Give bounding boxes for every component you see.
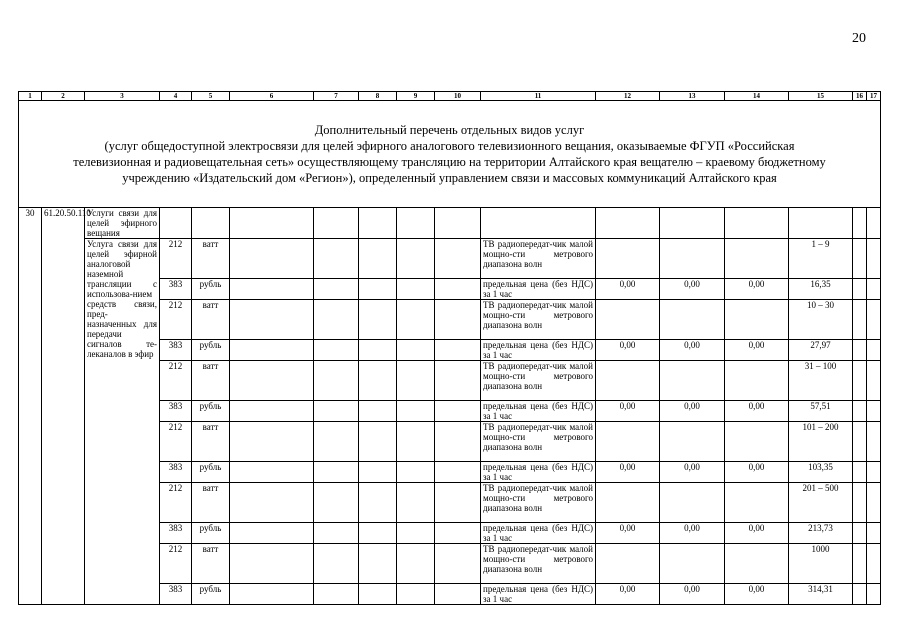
empty-cell [435,401,481,422]
unit-cell: рубль [192,279,230,300]
empty-cell [435,340,481,361]
description-cell: ТВ радиопередат-чик малой мощно-сти метрового диапазона волн [481,300,596,340]
col-header: 12 [596,92,660,101]
empty-cell [435,300,481,340]
value-cell-15: 101 – 200 [789,422,853,462]
value-cell-13: 0,00 [660,462,725,483]
col-header: 4 [160,92,192,101]
col-header: 7 [314,92,359,101]
value-cell-12 [596,483,660,523]
unit-cell: рубль [192,584,230,605]
empty-cell [359,483,397,523]
row-number: 30 [19,208,42,605]
col-header: 2 [42,92,85,101]
description-cell: предельная цена (без НДС) за 1 час [481,584,596,605]
col-header: 11 [481,92,596,101]
empty-cell [867,401,881,422]
unit-code-cell: 212 [160,300,192,340]
empty-cell [853,544,867,584]
col-header: 13 [660,92,725,101]
section-title-row [19,101,881,208]
description-cell: предельная цена (без НДС) за 1 час [481,279,596,300]
empty-cell [314,239,359,279]
table-row [19,239,881,279]
empty-cell [853,239,867,279]
value-cell-15: 1 – 9 [789,239,853,279]
empty-cell [435,239,481,279]
empty-cell [397,544,435,584]
value-cell-15: 10 – 30 [789,300,853,340]
description-cell: предельная цена (без НДС) за 1 час [481,340,596,361]
col-header: 15 [789,92,853,101]
empty-cell [435,462,481,483]
empty-cell [314,401,359,422]
empty-cell [314,523,359,544]
empty-cell [359,401,397,422]
value-cell-15: 31 – 100 [789,361,853,401]
empty-cell [230,523,314,544]
empty-cell [230,584,314,605]
value-cell-13: 0,00 [660,523,725,544]
value-cell-15: 57,51 [789,401,853,422]
empty-cell [359,523,397,544]
empty-cell [397,300,435,340]
value-cell-14: 0,00 [725,523,789,544]
value-cell-15: 16,35 [789,279,853,300]
group-row [19,208,881,239]
empty-cell [359,340,397,361]
unit-code-cell: 383 [160,340,192,361]
empty-cell [853,300,867,340]
empty-cell [435,279,481,300]
empty-cell [397,340,435,361]
value-cell-13 [660,361,725,401]
empty-cell [867,422,881,462]
value-cell-13: 0,00 [660,584,725,605]
value-cell-12: 0,00 [596,279,660,300]
description-cell: ТВ радиопередат-чик малой мощно-сти метрового диапазона волн [481,361,596,401]
col-header: 8 [359,92,397,101]
group-name: Услуги связи для целей эфирного вещания [85,208,160,239]
unit-cell: рубль [192,462,230,483]
empty-cell [435,483,481,523]
title-line: телевизионная и радиовещательная сеть» осуществляющему трансляцию на территории Алтайского края вещателю – краевому бюджетному [73,155,826,169]
empty-cell [230,239,314,279]
unit-code-cell: 212 [160,544,192,584]
unit-code-cell: 212 [160,483,192,523]
empty-cell [397,584,435,605]
value-cell-14: 0,00 [725,401,789,422]
unit-cell: рубль [192,523,230,544]
empty-cell [867,584,881,605]
empty-cell [314,584,359,605]
empty-cell [397,279,435,300]
value-cell-15: 103,35 [789,462,853,483]
value-cell-14: 0,00 [725,462,789,483]
col-header: 3 [85,92,160,101]
empty-cell [359,584,397,605]
empty-cell [230,422,314,462]
unit-cell: ватт [192,483,230,523]
empty-cell [230,483,314,523]
empty-cell [359,300,397,340]
empty-cell [397,401,435,422]
unit-code-cell: 383 [160,523,192,544]
value-cell-15: 213,73 [789,523,853,544]
empty-cell [867,483,881,523]
empty-cell [314,279,359,300]
value-cell-14: 0,00 [725,279,789,300]
unit-cell: ватт [192,300,230,340]
empty-cell [230,340,314,361]
unit-cell: ватт [192,422,230,462]
description-cell: предельная цена (без НДС) за 1 час [481,401,596,422]
col-header: 16 [853,92,867,101]
value-cell-13 [660,239,725,279]
empty-cell [435,422,481,462]
value-cell-12: 0,00 [596,401,660,422]
unit-code-cell: 212 [160,239,192,279]
value-cell-15: 201 – 500 [789,483,853,523]
empty-cell [867,523,881,544]
description-cell: ТВ радиопередат-чик малой мощно-сти метрового диапазона волн [481,422,596,462]
col-header: 14 [725,92,789,101]
service-name: Услуга связи для целей эфирной аналоговой наземной трансляции с использова-нием средств связи, пред-назначенных для передачи сигналов те-леканалов в эфир [85,239,160,605]
unit-code-cell: 383 [160,462,192,483]
empty-cell [314,462,359,483]
value-cell-13: 0,00 [660,401,725,422]
empty-cell [867,300,881,340]
value-cell-13: 0,00 [660,340,725,361]
description-cell: предельная цена (без НДС) за 1 час [481,523,596,544]
value-cell-14 [725,239,789,279]
value-cell-14 [725,300,789,340]
col-header: 17 [867,92,881,101]
empty-cell [435,523,481,544]
empty-cell [397,483,435,523]
empty-cell [853,483,867,523]
unit-code-cell: 383 [160,584,192,605]
section-title [19,101,881,208]
value-cell-13 [660,300,725,340]
title-line: учреждению «Издательский дом «Регион»), определенный управлением связи и массовых коммуникаций Алтайского края [122,171,777,185]
value-cell-12: 0,00 [596,584,660,605]
unit-cell: ватт [192,544,230,584]
empty-cell [314,483,359,523]
unit-code-cell: 383 [160,279,192,300]
empty-cell [314,361,359,401]
empty-cell [867,361,881,401]
empty-cell [359,544,397,584]
empty-cell [853,401,867,422]
empty-cell [853,361,867,401]
unit-code-cell: 212 [160,361,192,401]
value-cell-13: 0,00 [660,279,725,300]
value-cell-14: 0,00 [725,340,789,361]
empty-cell [314,300,359,340]
col-header: 1 [19,92,42,101]
unit-code-cell: 212 [160,422,192,462]
col-header: 6 [230,92,314,101]
empty-cell [435,544,481,584]
value-cell-13 [660,422,725,462]
value-cell-12: 0,00 [596,340,660,361]
empty-cell [435,361,481,401]
column-number-row [19,92,881,101]
service-code: 61.20.50.110 [42,208,85,605]
value-cell-14 [725,361,789,401]
empty-cell [867,462,881,483]
value-cell-13 [660,544,725,584]
empty-cell [867,340,881,361]
empty-cell [397,523,435,544]
unit-code-cell: 383 [160,401,192,422]
empty-cell [853,584,867,605]
title-line: (услуг общедоступной электросвязи для целей эфирного аналогового телевизионного вещания, оказываемые ФГУП «Российская [104,139,795,153]
empty-cell [230,462,314,483]
services-table [18,91,881,605]
empty-cell [397,361,435,401]
empty-cell [359,361,397,401]
value-cell-12: 0,00 [596,523,660,544]
empty-cell [314,422,359,462]
empty-cell [397,422,435,462]
value-cell-12 [596,544,660,584]
unit-cell: ватт [192,239,230,279]
empty-cell [359,462,397,483]
value-cell-12 [596,422,660,462]
value-cell-14 [725,544,789,584]
empty-cell [853,422,867,462]
empty-cell [230,544,314,584]
value-cell-13 [660,483,725,523]
value-cell-12: 0,00 [596,462,660,483]
empty-cell [853,462,867,483]
empty-cell [359,279,397,300]
description-cell: ТВ радиопередат-чик малой мощно-сти метрового диапазона волн [481,483,596,523]
value-cell-15: 314,31 [789,584,853,605]
empty-cell [853,523,867,544]
description-cell: ТВ радиопередат-чик малой мощно-сти метрового диапазона волн [481,239,596,279]
empty-cell [867,239,881,279]
value-cell-15: 1000 [789,544,853,584]
value-cell-12 [596,239,660,279]
empty-cell [853,279,867,300]
empty-cell [397,462,435,483]
empty-cell [230,361,314,401]
empty-cell [230,401,314,422]
value-cell-12 [596,361,660,401]
empty-cell [359,239,397,279]
value-cell-12 [596,300,660,340]
empty-cell [867,544,881,584]
empty-cell [397,239,435,279]
description-cell: предельная цена (без НДС) за 1 час [481,462,596,483]
value-cell-14 [725,422,789,462]
empty-cell [853,340,867,361]
unit-cell: рубль [192,401,230,422]
empty-cell [314,340,359,361]
empty-cell [359,422,397,462]
empty-cell [230,300,314,340]
col-header: 10 [435,92,481,101]
col-header: 5 [192,92,230,101]
empty-cell [435,584,481,605]
page-number: 20 [852,31,866,46]
empty-cell [867,279,881,300]
unit-cell: рубль [192,340,230,361]
value-cell-14: 0,00 [725,584,789,605]
empty-cell [314,544,359,584]
col-header: 9 [397,92,435,101]
unit-cell: ватт [192,361,230,401]
description-cell: ТВ радиопередат-чик малой мощно-сти метрового диапазона волн [481,544,596,584]
empty-cell [230,279,314,300]
value-cell-15: 27,97 [789,340,853,361]
value-cell-14 [725,483,789,523]
title-line: Дополнительный перечень отдельных видов услуг [314,123,585,137]
